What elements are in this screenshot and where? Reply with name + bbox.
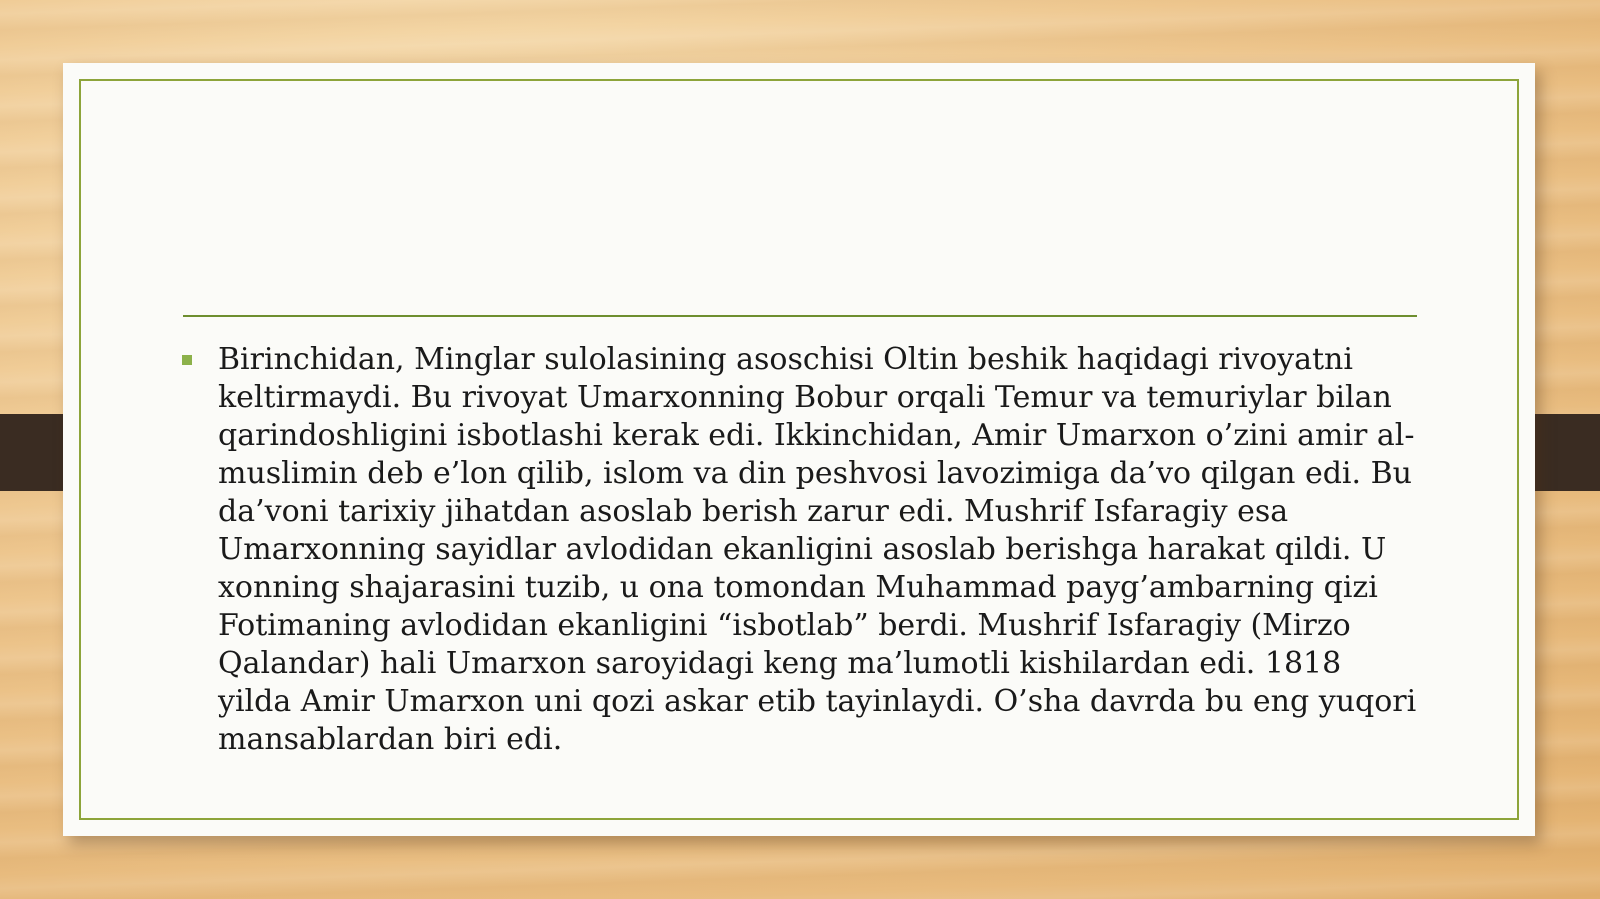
bullet-item xyxy=(182,341,1422,759)
title-divider xyxy=(183,315,1417,317)
slide-content xyxy=(182,341,1422,759)
square-bullet-icon xyxy=(182,355,192,365)
bullet-text: Birinchidan, Minglar sulolasining asoschisi Oltin beshik haqidagi rivoyatni keltirmaydi. Bu rivoyat Umarxonning Bobur orqali Temur va temuriylar bilan qarindoshligini isbotlashi kerak edi. Ikkinchidan, Amir Umarxon o’zini amir al-muslimin deb e’lon qilib, islom va din peshvosi lavozimiga da’vo qilgan edi. Bu da’voni tarixiy jihatdan asoslab berish zarur edi. Mushrif Isfaragiy esa Umarxonning sayidlar avlodidan ekanligini asoslab berishga harakat qildi. U xonning shajarasini tuzib, u ona tomondan Muhammad payg’ambarning qizi Fotimaning avlodidan ekanligini “isbotlab” berdi. Mushrif Isfaragiy (Mirzo Qalandar) hali Umarxon saroyidagi keng ma’lumotli kishilardan edi. 1818 yilda Amir Umarxon uni qozi askar etib tayinlaydi. O’sha davrda bu eng yuqori mansablardan biri edi. xyxy=(218,342,1417,757)
